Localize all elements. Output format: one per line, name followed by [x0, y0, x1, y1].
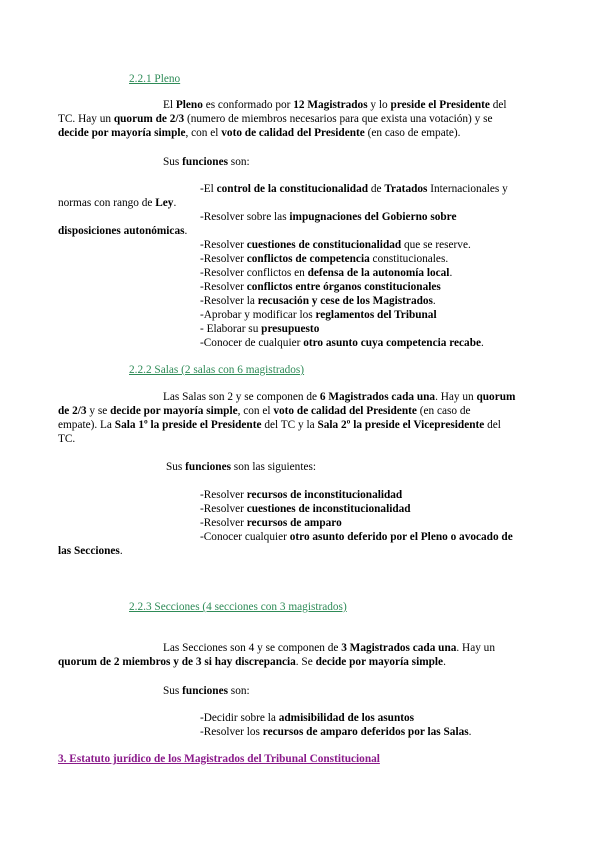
section-heading-secciones: 2.2.3 Secciones (4 secciones con 3 magistrados): [129, 601, 347, 613]
list-item: -Conocer cualquier otro asunto deferido por el Pleno o avocado de: [200, 531, 513, 543]
paragraph-line: quorum de 2 miembros y de 3 si hay discrepancia. Se decide por mayoría simple.: [58, 656, 446, 668]
bold-text: las Secciones: [58, 545, 120, 557]
functions-intro: Sus funciones son:: [163, 156, 250, 168]
section-heading-estatuto: 3. Estatuto jurídico de los Magistrados del Tribunal Constitucional: [58, 753, 380, 765]
bold-text: funciones: [182, 156, 228, 168]
bold-text: otro asunto cuya competencia recabe: [303, 337, 481, 349]
list-item: - Elaborar su presupuesto: [200, 323, 320, 335]
bold-text: quorum de 2 miembros y de 3 si hay discrepancia: [58, 656, 296, 668]
bold-text: otro asunto deferido por el Pleno o avocado de: [289, 531, 513, 543]
paragraph-line: decide por mayoría simple, con el voto de calidad del Presidente (en caso de empate).: [58, 127, 461, 139]
list-item-continuation: las Secciones.: [58, 545, 123, 557]
bold-text: decide por mayoría simple: [110, 405, 238, 417]
bold-text: funciones: [182, 685, 228, 697]
list-item: -Resolver los recursos de amparo deferidos por las Salas.: [200, 726, 472, 738]
bold-text: admisibilidad de los asuntos: [278, 712, 415, 724]
list-item: -Resolver cuestiones de constitucionalidad que se reserve.: [200, 239, 471, 251]
bold-text: voto de calidad del Presidente: [221, 127, 365, 139]
bold-text: quorum de 2/3: [113, 113, 185, 125]
list-item: -Resolver recursos de inconstitucionalidad: [200, 489, 403, 501]
functions-intro: Sus funciones son:: [163, 685, 250, 697]
bold-text: recursos de amparo deferidos por las Salas: [262, 726, 469, 738]
bold-text: 12 Magistrados: [293, 99, 368, 111]
list-item: -Resolver recursos de amparo: [200, 517, 342, 529]
bold-text: Tratados: [384, 183, 428, 195]
paragraph-line: El Pleno es conformado por 12 Magistrados y lo preside el Presidente del: [163, 99, 507, 111]
bold-text: recusación y cese de los Magistrados: [257, 295, 433, 307]
list-item: -El control de la constitucionalidad de Tratados Internacionales y: [200, 183, 508, 195]
bold-text: quorum: [476, 391, 516, 403]
bold-text: cuestiones de constitucionalidad: [246, 239, 402, 251]
section-heading-salas: 2.2.2 Salas (2 salas con 6 magistrados): [129, 364, 305, 376]
bold-text: 3 Magistrados cada una: [341, 642, 457, 654]
paragraph-line: TC.: [58, 433, 76, 445]
list-item-continuation: disposiciones autonómicas.: [58, 225, 188, 237]
list-item: -Resolver conflictos en defensa de la autonomía local.: [200, 267, 453, 279]
bold-text: preside el Presidente: [390, 99, 490, 111]
list-item: -Decidir sobre la admisibilidad de los asuntos: [200, 712, 415, 724]
bold-text: conflictos de competencia: [246, 253, 370, 265]
bold-text: conflictos entre órganos constitucionales: [246, 281, 441, 293]
bold-text: recursos de inconstitucionalidad: [246, 489, 403, 501]
paragraph-line: de 2/3 y se decide por mayoría simple, con el voto de calidad del Presidente (en caso de: [58, 405, 471, 417]
section-heading-pleno: 2.2.1 Pleno: [129, 73, 181, 85]
paragraph-line: Las Salas son 2 y se componen de 6 Magistrados cada una. Hay un quorum: [163, 391, 516, 403]
list-item: -Resolver sobre las impugnaciones del Gobierno sobre: [200, 211, 457, 223]
functions-intro: Sus funciones son las siguientes:: [166, 461, 317, 473]
bold-text: decide por mayoría simple: [315, 656, 444, 668]
list-item-continuation: normas con rango de Ley.: [58, 197, 177, 209]
bold-text: Pleno: [175, 99, 203, 111]
bold-text: reglamentos del Tribunal: [315, 309, 437, 321]
paragraph-line: TC. Hay un quorum de 2/3 (numero de miembros necesarios para que exista una votación) y se: [58, 113, 493, 125]
bold-text: Sala 2º la preside el Vicepresidente: [317, 419, 485, 431]
paragraph-line: empate). La Sala 1º la preside el Presidente del TC y la Sala 2º la preside el Vicepresidente del: [58, 419, 501, 431]
bold-text: control de la constitucionalidad: [216, 183, 369, 195]
bold-text: voto de calidad del Presidente: [273, 405, 417, 417]
bold-text: Ley: [155, 197, 174, 209]
bold-text: defensa de la autonomía local: [307, 267, 450, 279]
bold-text: de 2/3: [58, 405, 87, 417]
bold-text: funciones: [185, 461, 231, 473]
list-item: -Conocer de cualquier otro asunto cuya competencia recabe.: [200, 337, 484, 349]
bold-text: cuestiones de inconstitucionalidad: [246, 503, 411, 515]
list-item: -Resolver cuestiones de inconstitucionalidad: [200, 503, 411, 515]
paragraph-line: Las Secciones son 4 y se componen de 3 Magistrados cada una. Hay un: [163, 642, 495, 654]
list-item: -Resolver conflictos entre órganos constitucionales: [200, 281, 441, 293]
bold-text: decide por mayoría simple: [58, 127, 186, 139]
list-item: -Aprobar y modificar los reglamentos del Tribunal: [200, 309, 437, 321]
bold-text: presupuesto: [261, 323, 320, 335]
bold-text: 6 Magistrados cada una: [319, 391, 436, 403]
bold-text: impugnaciones del Gobierno sobre: [289, 211, 457, 223]
list-item: -Resolver conflictos de competencia constitucionales.: [200, 253, 449, 265]
bold-text: recursos de amparo: [246, 517, 342, 529]
bold-text: disposiciones autonómicas: [58, 225, 185, 237]
bold-text: Sala 1º la preside el Presidente: [114, 419, 262, 431]
list-item: -Resolver la recusación y cese de los Magistrados.: [200, 295, 436, 307]
